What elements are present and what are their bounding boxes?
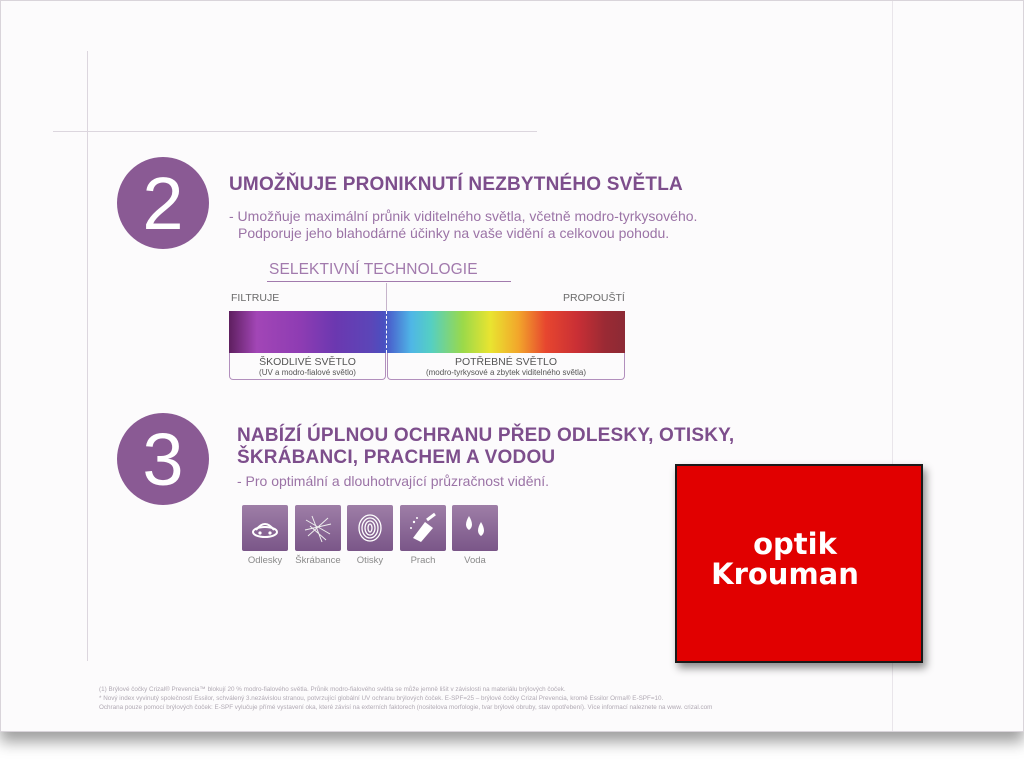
harmful-light-subtitle: (UV a modro-fialové světlo) [259, 368, 356, 377]
needed-light-subtitle: (modro-tyrkysové a zbytek viditelného světla) [425, 368, 587, 377]
section-2-description-line2: Podporuje jeho blahodárné účinky na vaše vidění a celkovou pohodu. [238, 225, 670, 241]
transmits-label: PROPOUŠTÍ [563, 292, 625, 304]
guide-line [87, 51, 88, 661]
light-spectrum-bar [229, 311, 625, 353]
footnote-2: * Nový index vyvinutý společností Essilor, schválený 3.nezávislou stranou, potvrzující globální UV ochranu brýlových čoček. E-SPF=25 – brýlové čočky Crizal Prevencia, kromě Essilor Orma® E-SPF=10. [99, 695, 664, 702]
section-3-heading-line1: NABÍZÍ ÚPLNOU OCHRANU PŘED ODLESKY, OTISKY, [237, 425, 735, 446]
guide-line [53, 131, 537, 132]
spectrum-divider [386, 283, 387, 311]
footnote-1: (1) Brýlové čočky Crizal® Prevencia™ blokují 20 % modro-fialového světla. Průnik modro-fialového světla se může jemně lišit v závislosti na materiálu brýlových čoček. [99, 686, 566, 693]
section-2-description-line1: - Umožňuje maximální průnik viditelného světla, včetně modro-tyrkysového. [229, 208, 698, 224]
logo-text-line1: optik [753, 527, 837, 561]
spectrum-dashed-divider [386, 311, 387, 353]
optik-krouman-logo [675, 464, 923, 663]
scratches-icon [295, 505, 341, 551]
section-2-heading: UMOŽŇUJE PRONIKNUTÍ NEZBYTNÉHO SVĚTLA [229, 174, 683, 195]
harmful-light-bracket [229, 353, 386, 380]
selective-technology-title: SELEKTIVNÍ TECHNOLOGIE [269, 261, 478, 278]
title-underline [267, 281, 511, 282]
icon-label-dust: Prach [410, 555, 436, 566]
icon-label-fingerprints: Otisky [356, 555, 384, 566]
icon-label-reflections: Odlesky [247, 555, 283, 566]
section-number-3: 3 [117, 413, 209, 505]
icon-label-water: Voda [464, 555, 486, 566]
section-3-heading-line2: ŠKRÁBANCI, PRACHEM A VODOU [237, 447, 556, 468]
water-drops-icon [452, 505, 498, 551]
logo-text-line2: Krouman [711, 557, 859, 591]
harmful-light-title: ŠKODLIVÉ SVĚTLO [259, 356, 356, 368]
needed-light-bracket [387, 353, 625, 380]
car-reflection-icon [242, 505, 288, 551]
needed-light-title: POTŘEBNÉ SVĚTLO [454, 356, 558, 368]
filters-label: FILTRUJE [231, 292, 280, 304]
footnotes [99, 685, 859, 712]
icon-label-scratches: Škrábance [295, 555, 341, 566]
section-number-2: 2 [117, 157, 209, 249]
section-3-description: - Pro optimální a dlouhotrvající průzračnost vidění. [237, 473, 550, 489]
dust-icon [400, 505, 446, 551]
footnote-3: Ochrana pouze pomocí brýlových čoček: E-SPF vylučuje přímé vystavení oka, které závisí na externích faktorech (nositelova morfologie, tvar brýlové obruby, stav opotřebení). Více informací naleznete na www. crizal.com [99, 704, 713, 711]
fingerprint-icon [347, 505, 393, 551]
